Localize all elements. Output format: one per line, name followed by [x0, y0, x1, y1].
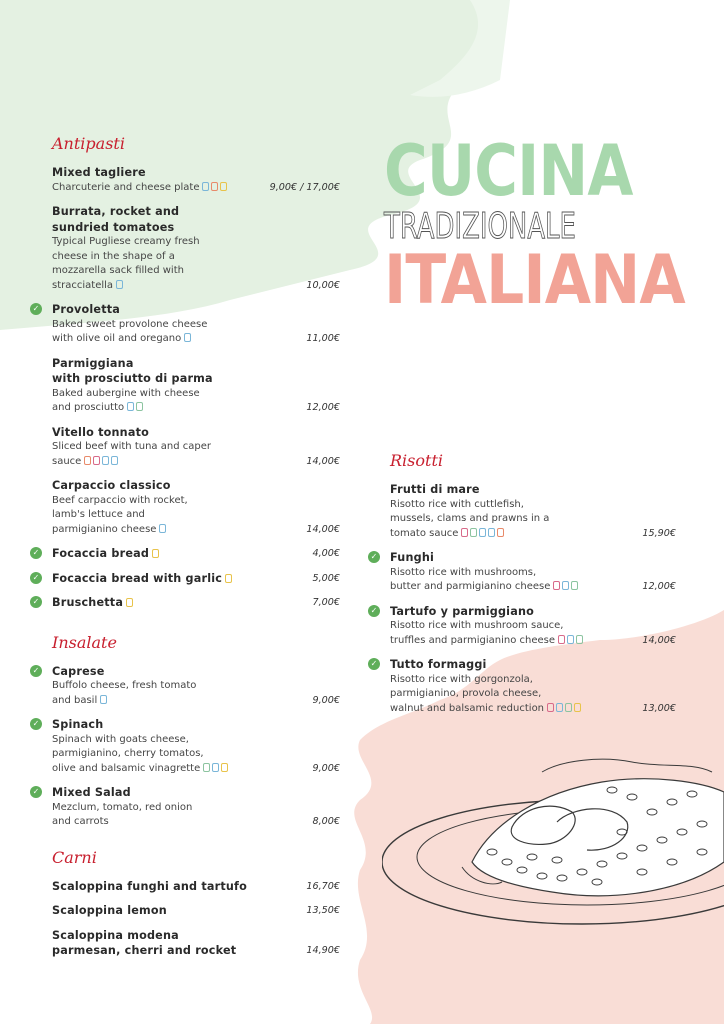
allergen-icons: [159, 523, 168, 538]
allergen-icon: [574, 703, 581, 712]
allergen-icons: [84, 455, 120, 470]
allergen-icon: [221, 763, 228, 772]
allergen-icon: [497, 528, 504, 537]
allergen-icon: [461, 528, 468, 537]
menu-item-description: [52, 440, 300, 469]
menu-item-row: [52, 903, 340, 919]
section-title-antipasti: Antipasti: [52, 134, 125, 153]
menu-item-name: Spinach: [52, 718, 104, 731]
allergen-icon: [553, 581, 560, 590]
menu-item-description-text: Baked sweet provolone cheese with olive oil and oregano: [52, 318, 208, 344]
allergen-icon: [102, 456, 109, 465]
menu-item: [30, 478, 340, 537]
menu-item-price: 13,50€: [306, 905, 340, 916]
menu-item-price: 12,00€: [642, 581, 676, 592]
allergen-icon: [100, 695, 107, 704]
menu-item-name: Caprese: [52, 664, 105, 678]
risotti-list: [368, 482, 676, 716]
allergen-icon: [126, 598, 133, 607]
leaf-icon: ✓: [30, 547, 42, 559]
section-title-carni: Carni: [52, 847, 97, 867]
menu-item: [368, 604, 676, 649]
menu-item-name-text: Focaccia bread: [52, 547, 150, 560]
allergen-icon: [488, 528, 495, 537]
menu-item-description-text: Baked aubergine with cheese and prosciutto: [52, 387, 200, 413]
menu-item-name: Mixed tagliere: [52, 166, 146, 179]
menu-item-price: 16,70€: [306, 880, 340, 892]
menu-item-row: [52, 801, 340, 830]
menu-item: [30, 356, 340, 416]
menu-item-row: [52, 494, 340, 538]
menu-item-description: [390, 673, 636, 717]
allergen-icons: [461, 527, 506, 542]
menu-item: [30, 546, 340, 562]
section-title-risotti: Risotti: [390, 451, 443, 470]
allergen-icons: [184, 332, 193, 347]
menu-item-name-text: Focaccia bread with garlic: [52, 571, 223, 585]
insalate-list: [30, 664, 340, 830]
menu-item-price: 14,00€: [642, 634, 676, 646]
menu-item-name: [52, 571, 234, 587]
menu-item-description: [390, 619, 636, 648]
menu-item-name: Funghi: [390, 551, 435, 564]
menu-item-description: [52, 181, 264, 196]
allergen-icons: [225, 571, 234, 587]
menu-item-row: [52, 318, 340, 347]
allergen-icon: [184, 333, 191, 342]
menu-item-name: [52, 928, 236, 959]
menu-item-description: [52, 387, 300, 416]
menu-item-description-text: Beef carpaccio with rocket, lamb's lettuce and parmigianino cheese: [52, 494, 188, 535]
menu-item-name-text: Scaloppina lemon: [52, 904, 167, 917]
menu-item: [30, 165, 340, 195]
allergen-icon: [152, 549, 159, 558]
allergen-icon: [565, 703, 572, 712]
menu-item-description-text: Spinach with goats cheese, parmigianino, cherry tomatos, olive and balsamic vinagrette: [52, 733, 204, 774]
allergen-icon: [547, 703, 554, 712]
menu-item-price: 11,00€: [306, 333, 340, 344]
left-column: [30, 133, 340, 968]
allergen-icon: [111, 456, 118, 465]
menu-item-row: [390, 566, 676, 595]
menu-item: [368, 550, 676, 595]
menu-item-description: [52, 235, 300, 293]
allergen-icon: [93, 456, 100, 465]
menu-item-description-text: Risotto rice with gorgonzola, parmigianino, provola cheese, walnut and balsamic reduction: [390, 673, 545, 714]
menu-item-description: [390, 566, 636, 595]
menu-item-description-text: Risotto rice with mushroom sauce, truffles and parmigianino cheese: [390, 620, 564, 646]
menu-item-name: Vitello tonnato: [52, 425, 150, 439]
menu-item-price: 12,00€: [306, 402, 340, 413]
menu-item-row: [52, 928, 340, 959]
carni-list: [30, 879, 340, 959]
menu-item-name: Carpaccio classico: [52, 479, 171, 492]
allergen-icon: [558, 635, 565, 644]
menu-item-price: 14,00€: [306, 455, 340, 467]
menu-item-description-text: Mezclum, tomato, red onion and carrots: [52, 801, 193, 827]
menu-item-name: [52, 546, 161, 562]
menu-item-price: 15,90€: [642, 527, 676, 539]
headline-cucina: CUCINA: [384, 130, 633, 212]
menu-item-name-text: Scaloppina modena parmesan, cherri and rocket: [52, 928, 237, 957]
allergen-icon: [136, 402, 143, 411]
menu-item-description: [52, 679, 307, 708]
headline: [384, 130, 685, 320]
menu-item-name: Mixed Salad: [52, 786, 131, 799]
section-title-insalate: Insalate: [52, 632, 117, 652]
right-column: [368, 450, 676, 725]
menu-item-row: [52, 546, 340, 562]
menu-item: [30, 903, 340, 919]
allergen-icons: [152, 546, 161, 562]
allergen-icon: [479, 528, 486, 537]
menu-item-description-text: Sliced beef with tuna and caper sauce: [52, 441, 211, 467]
allergen-icon: [127, 402, 134, 411]
allergen-icon: [225, 574, 232, 583]
risotto-dish-illustration: [382, 752, 724, 932]
allergen-icon: [212, 763, 219, 772]
menu-item: [30, 571, 340, 587]
menu-item: [30, 928, 340, 959]
menu-item-name: Parmiggiana with prosciutto di parma: [52, 356, 213, 385]
menu-item-name: Provoletta: [52, 303, 121, 316]
menu-item-price: 7,00€: [312, 597, 340, 608]
allergen-icon: [470, 528, 477, 537]
menu-item-price: 8,00€: [312, 816, 340, 827]
menu-item-row: [390, 498, 676, 542]
leaf-icon: ✓: [30, 665, 42, 677]
allergen-icons: [127, 401, 145, 416]
menu-item: [30, 204, 340, 293]
leaf-icon: ✓: [368, 551, 380, 563]
menu-item-description: [52, 733, 307, 777]
menu-item-row: [52, 387, 340, 416]
leaf-icon: ✓: [30, 786, 42, 798]
allergen-icons: [553, 580, 580, 595]
menu-item-description-text: Risotto rice with mushrooms, butter and parmigianino cheese: [390, 566, 551, 592]
allergen-icon: [202, 182, 209, 191]
menu-item-price: 14,00€: [306, 523, 340, 535]
allergen-icons: [126, 595, 135, 611]
menu-item-name: Tutto formaggi: [390, 658, 487, 671]
menu-item-name: Frutti di mare: [390, 483, 480, 496]
menu-item-row: [52, 181, 340, 196]
headline-tradizionale: TRADIZIONALE: [384, 206, 576, 247]
menu-item: [30, 879, 340, 895]
menu-item: [30, 717, 340, 776]
menu-item-name: Tartufo y parmiggiano: [390, 604, 535, 618]
leaf-icon: ✓: [368, 658, 380, 670]
menu-item-row: [52, 595, 340, 611]
menu-item-price: 10,00€: [306, 279, 340, 291]
menu-item-row: [390, 619, 676, 648]
menu-item-description-text: Typical Pugliese creamy fresh cheese in the shape of a mozzarella sack filled with stracciatella: [52, 236, 200, 291]
menu-item-description-text: Risotto rice with cuttlefish, mussels, clams and prawns in a tomato sauce: [390, 498, 550, 539]
menu-item-price: 5,00€: [312, 572, 340, 584]
menu-item-name: [52, 595, 135, 611]
leaf-icon: ✓: [30, 718, 42, 730]
menu-item: [368, 657, 676, 716]
allergen-icon: [84, 456, 91, 465]
allergen-icon: [562, 581, 569, 590]
antipasti-list: [30, 165, 340, 611]
allergen-icons: [558, 634, 585, 649]
allergen-icons: [100, 694, 109, 709]
menu-item-name-text: Bruschetta: [52, 596, 124, 609]
menu-item-description: [52, 801, 307, 830]
allergen-icons: [203, 762, 230, 777]
menu-item-description: [52, 494, 300, 538]
menu-item-row: [52, 571, 340, 587]
menu-item-name: [52, 903, 167, 919]
menu-item-name: [52, 879, 247, 895]
menu-item-price: 14,90€: [306, 945, 340, 956]
allergen-icon: [159, 524, 166, 533]
menu-item-row: [52, 440, 340, 469]
menu-item-row: [52, 679, 340, 708]
menu-item-price: 4,00€: [312, 548, 340, 559]
menu-item-description-text: Charcuterie and cheese plate: [52, 181, 200, 193]
menu-item-row: [52, 879, 340, 895]
leaf-icon: ✓: [30, 303, 42, 315]
menu-item-name-text: Scaloppina funghi and tartufo: [52, 879, 248, 893]
menu-item: [368, 482, 676, 541]
allergen-icons: [116, 279, 125, 294]
headline-italiana: ITALIANA: [384, 241, 685, 320]
allergen-icon: [567, 635, 574, 644]
leaf-icon: ✓: [368, 605, 380, 617]
leaf-icon: ✓: [30, 572, 42, 584]
allergen-icons: [202, 181, 229, 196]
menu-item-description-text: Buffolo cheese, fresh tomato and basil: [52, 680, 197, 706]
allergen-icon: [211, 182, 218, 191]
menu-item: [30, 785, 340, 830]
allergen-icon: [220, 182, 227, 191]
menu-item: [30, 302, 340, 347]
menu-item: [30, 595, 340, 611]
menu-item-price: 9,00€: [312, 762, 340, 774]
menu-item-description: [52, 318, 300, 347]
leaf-icon: ✓: [30, 596, 42, 608]
menu-item-price: 13,00€: [642, 702, 676, 714]
allergen-icon: [571, 581, 578, 590]
menu-item-row: [52, 235, 340, 293]
menu-item-name: Burrata, rocket and sundried tomatoes: [52, 205, 180, 234]
menu-item: [30, 664, 340, 709]
menu-item-price: 9,00€: [312, 694, 340, 706]
menu-item-row: [390, 673, 676, 717]
allergen-icons: [547, 702, 583, 717]
menu-item-row: [52, 733, 340, 777]
menu-item-price: 9,00€ / 17,00€: [269, 181, 340, 193]
allergen-icon: [116, 280, 123, 289]
allergen-icon: [576, 635, 583, 644]
allergen-icon: [556, 703, 563, 712]
allergen-icon: [203, 763, 210, 772]
menu-item: [30, 425, 340, 470]
menu-item-description: [390, 498, 636, 542]
